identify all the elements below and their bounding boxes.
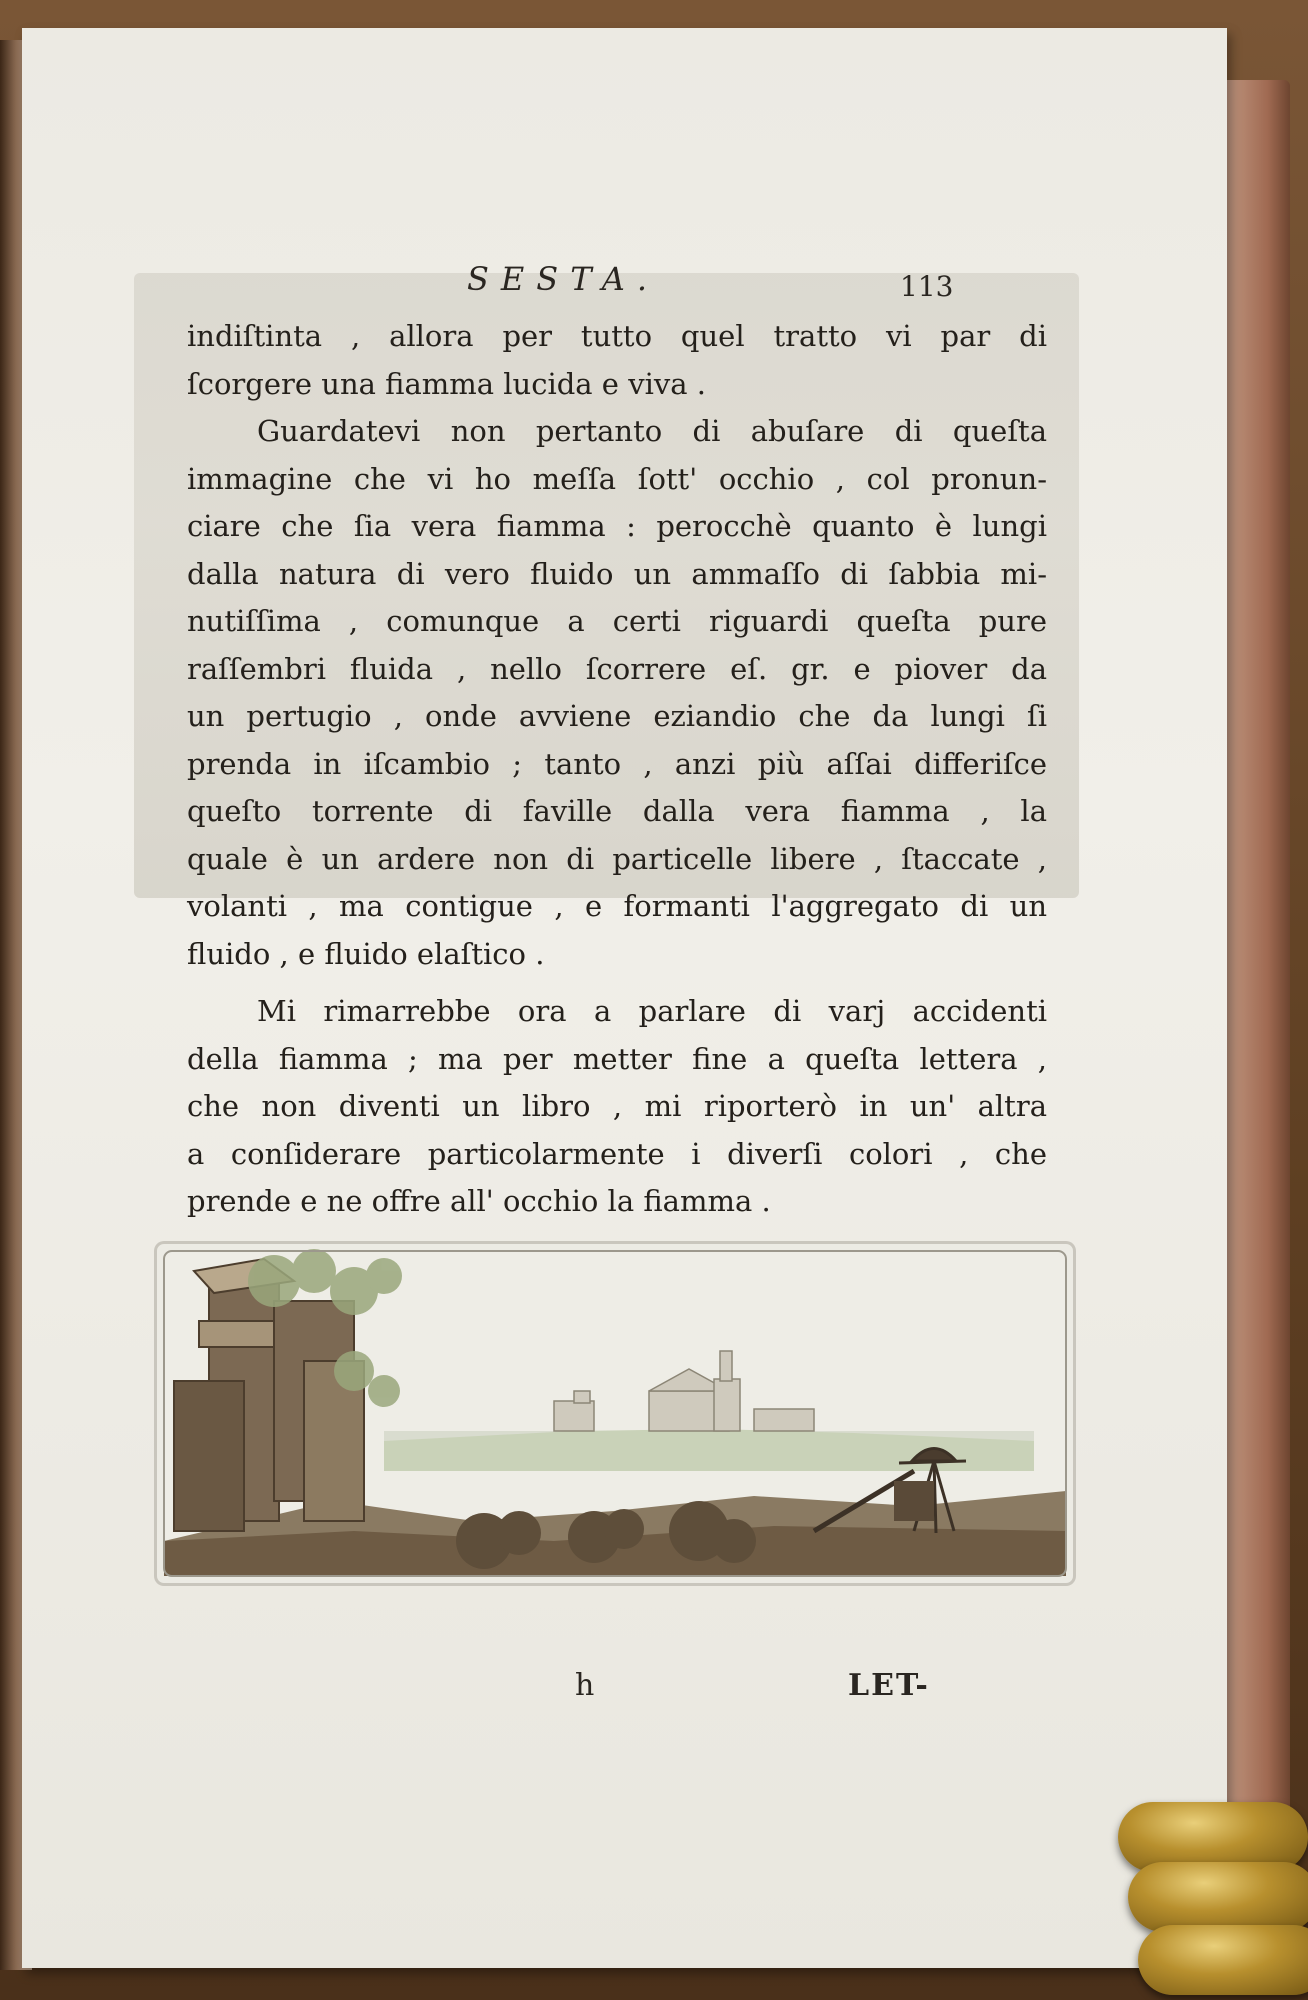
book-page <box>22 28 1227 1968</box>
engraved-vignette <box>154 1241 1076 1586</box>
running-head: SESTA. <box>467 260 660 298</box>
brass-clasp <box>1128 1862 1308 1932</box>
text-line: Mi rimarrebbe ora a parlare di varj accidenti <box>257 994 1047 1028</box>
text-line: a conſiderare particolarmente i diverſi colori , che <box>187 1136 1047 1171</box>
signature-mark: h <box>575 1668 595 1703</box>
text-line: indiſtinta , allora per tutto quel tratto vi par di <box>187 319 1047 353</box>
text-line: ciare che ſia vera fiamma : perocchè quanto è lungi <box>187 509 1047 543</box>
brass-clasp <box>1138 1925 1308 1995</box>
page-footer <box>22 1668 1227 1718</box>
crate <box>894 1481 934 1521</box>
text-line: dalla natura di vero fluido un ammaſſo di ſabbia mi- <box>187 556 1047 591</box>
text-line: della fiamma ; ma per metter fine a queſta lettera , <box>187 1041 1047 1076</box>
text-line: immagine che vi ho meſſa ſott' occhio , col pronun- <box>187 461 1047 496</box>
text-line: fluido , e fluido elaſtico . <box>187 936 545 971</box>
catchword: LET- <box>848 1668 930 1703</box>
page-number: 113 <box>900 270 954 303</box>
landscape-engraving <box>154 1241 1076 1586</box>
text-line: Guardatevi non pertanto di abuſare di queſta <box>257 414 1047 448</box>
text-line: queſto torrente di faville dalla vera fiamma , la <box>187 794 1047 828</box>
text-line: prenda in iſcambio ; tanto , anzi più aſſai differiſce <box>187 746 1047 781</box>
text-line: prende e ne offre all' occhio la fiamma . <box>187 1184 771 1218</box>
text-line: un pertugio , onde avviene eziandio che da lungi ſi <box>187 699 1047 733</box>
text-line: raſſembri fluida , nello ſcorrere eſ. gr. e piover da <box>187 651 1047 686</box>
text-line: quale è un ardere non di particelle libere , ſtaccate , <box>187 841 1047 876</box>
text-line: che non diventi un libro , mi riporterò in un' altra <box>187 1089 1047 1123</box>
text-line: ſcorgere una fiamma lucida e viva . <box>187 366 706 401</box>
page-header <box>22 260 1227 310</box>
text-line: nutiſſima , comunque a certi riguardi queſta pure <box>187 604 1047 638</box>
text-line: volanti , ma contigue , e formanti l'aggregato di un <box>187 889 1047 923</box>
body-text <box>187 313 1047 1226</box>
